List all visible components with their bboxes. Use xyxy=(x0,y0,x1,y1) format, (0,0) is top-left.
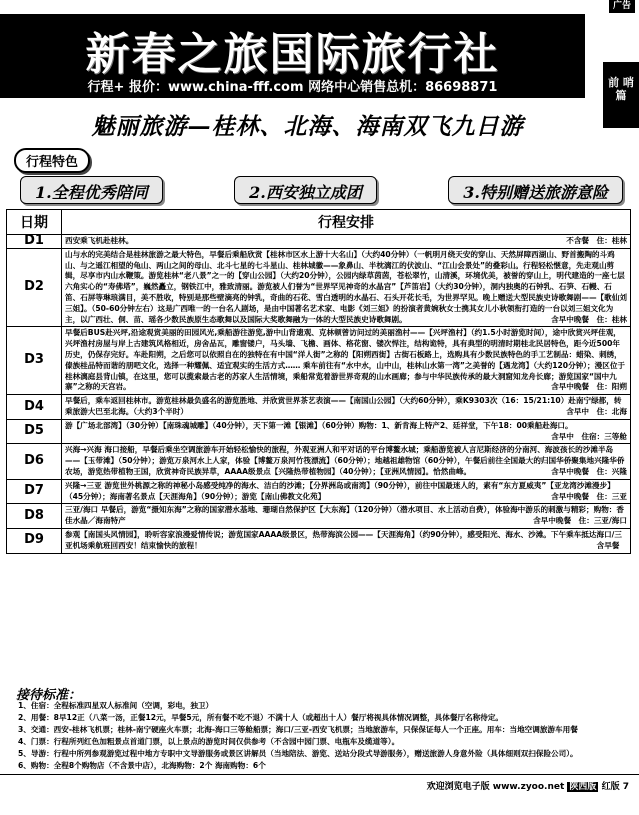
ad-tag: 广告 xyxy=(609,0,635,13)
day-plan: 山与水的完美结合是桂林旅游之最大特色，早餐后乘船欣赏【桂林市区水上游十大名山】（大约40分钟）（一帆明月绕天安的穿山、天然屏障西湖山、野首搬陶的斗鸡山、与之遥江相望的龟山、两山之间的母山、北斗七星的七斗星山、桂林城徽——象鼻山、半枕漓江的伏波山、“江山会景处”的叠彩山。行程轻松惬意，先走观山剪辑，尽享市内山水鞭策。游览桂林“老八景”之一的【穿山公园】（大约20分钟），公园内绿草茵茵，苍松翠竹，山清溪，环境优美，被誉的穿山上，明代建造的一座七层六角实心的“寿佛塔”，巍然矗立，钢铁江中，雅致清丽。游览被人们誉为“世界罕见神奇的水晶宫”【芦笛岩】（大约30分钟），洞内独奥的石钟乳、石笋、石幔、石笛、石屏等琳琅满目，美不胜收，特别是那些壁滴亮的钟乳，奇曲的石花、雪白透明的水晶石、石头开花长毛，为世界罕见。晚上赠送大型民族史诗歌舞剧——【歌仙刘三姐】。（50-60分钟左右）这是广西唯一的一台名人剧场，是由中国著名艺术家、电影《刘三姐》的扮演者黄婉秋女士携其女儿小秋领衔打造的一台以刘三姐文化为主，以广西壮、侗、苗、瑶各少数民族原生态歌舞以及国际大奖歌舞融为一体的大型民族史诗歌舞剧。 含早中晚餐 住：桂林 xyxy=(62,248,631,327)
page-number: 7 xyxy=(622,782,629,792)
day-label: D8 xyxy=(7,504,62,529)
table-row xyxy=(7,327,631,395)
list-item: 2、用餐：8早12正（八菜一汤，正餐12元，早餐5元，所有餐不吃不退）不满十人（或超出十人）餐厅将视具体情况调整，具体餐厅名称待定。 xyxy=(18,713,504,722)
standard-title: 接待标准： xyxy=(16,688,82,703)
day-label: D5 xyxy=(7,419,62,444)
table-row xyxy=(7,419,631,444)
day-label: D2 xyxy=(7,248,62,327)
side-label: 前 哨 篇 xyxy=(603,62,639,128)
table-row xyxy=(7,504,631,529)
table-row xyxy=(7,479,631,504)
day-plan: 兴海→兴海 海口接船，早餐后乘坐空调旅游车开始轻松愉快的旅程，外观亚洲人和平对话的平台博鳌水城；乘船游览被人言尼斯经济的分南河、海波孩长的沙滩半岛——【玉带滩】（50分钟）；游览万泉河水上人家，体验【博鳌万泉河竹筏漂流】（60分钟）；地越祖雄物馆（60分钟），午餐后前往全国最大的归国华侨聚集地兴隆华侨农场，游览热带植物王国，欣赏神奇民族异草，AAAA级景点【兴隆热带植物园】（40分钟）；【亚洲风情园】。恰然曲峰。 含早中晚餐 住：兴隆 xyxy=(62,444,631,479)
header-banner xyxy=(0,14,585,98)
list-item: 3、交通：西安-桂林飞机票；桂林-南宁硬座火车票；北海-海口三等舱船票；海口/三亚-西安飞机票；当地旅游车，只保保证每人一个正座。用车：当地空调旅游车用餐 xyxy=(18,725,578,734)
table-header xyxy=(7,210,631,235)
footer-url[interactable]: 欢迎浏览电子版 www.zyoo.net xyxy=(426,782,565,792)
feature-item: 2.西安独立成团 xyxy=(234,176,377,204)
day-plan: 参观【南国头风情园】，聆听容家浪漫爱情传说；游览国家AAAA级景区，热带海滨公园——【天涯海角】（约90分钟），感受阳光、海水、沙滩。下午乘车抵达海口/三亚机场乘航班回西安！结束愉快的旅程！ 含早餐 xyxy=(62,528,631,553)
list-item: 4、门票：行程所列红色加粗景点首道门票，以上景点的游览时间仅供参考（不含园中园门票、电瓶车及缆道等）。 xyxy=(18,737,400,746)
itinerary-table xyxy=(6,209,631,554)
day-plan: 三亚/海口 早餐后，游览“摄知东海”之称的国家潜水基地、珊瑚自然保护区【大东海】（120分钟）（潜水项目、水上活动自费），体验海中游乐的刺激与精彩；购物：香佳水晶／海南特产 含早中晚餐 住：三亚/海口 xyxy=(62,504,631,529)
table-row xyxy=(7,235,631,249)
feature-item: 3.特别赠送旅游意险 xyxy=(448,176,623,204)
day-label: D9 xyxy=(7,528,62,553)
day-label: D1 xyxy=(7,235,62,249)
edition-color: 红版 xyxy=(601,782,620,792)
day-label: D6 xyxy=(7,444,62,479)
footer xyxy=(0,774,639,815)
day-plan: 西安乘飞机赴桂林。 不含餐 住：桂林 xyxy=(62,235,631,249)
table-row xyxy=(7,528,631,553)
list-item: 1、住宿：全程标准四星双人标准间（空调，彩电，独卫） xyxy=(18,701,214,710)
footer-text xyxy=(427,779,629,792)
day-plan: 早餐后，乘车返回桂林市。游览桂林最负盛名的游览胜地、并欣赏世界茶艺表演——【南国山公园】（大约60分钟），乘K9303次（16：15/21:10）赴南宁绿都，转乘旅游大巴至北海。（大约3个半时） 含早中 住：北海 xyxy=(62,395,631,420)
day-label: D4 xyxy=(7,395,62,420)
day-plan: 游【广场北部湾】（30分钟）【南珠魂城雕】（40分钟），天下第一滩【银滩】（60分钟）购物：1、新肯海上特产2、廷祥堂，下午18：00乘船赴海口。 含早中 住宿：三等舱 xyxy=(62,419,631,444)
day-label: D3 xyxy=(7,327,62,395)
list-item: 6、购物：全程8个购物店（不含景中店），北海购物：2个 海南购物：6个 xyxy=(18,761,266,770)
day-plan: 早餐后BUS赴兴坪,沿途观赏美丽的田园风光,乘船游往游览,游中山背遗观、克林顿曾访问过的美丽渔村——【兴坪渔村】（约1.5小时游览时间），途中欣赏兴坪佳观，兴坪渔村房屋与岸上古建筑风格相近，房舍品瓦，雕窗镂户，马头墙、飞檐、画体、格花窗、镂次悍注，结构诡特，具有典型的明清时期桂北民居特色，距今近500年历史，仍保存完好。车赴阳朔，之后您可以依照自在的独特在有中国“洋人街”之称的【阳朔西街】古街石板路上，选购具有少数民族特色的手工艺制品：蜡染、刺绣，傣族桂品特而谐的朋吧文化，选择一种耀佩、适宜观实的生活方式…… 乘车前往有“水中水，山中山，桂林山水第一湾”之美誉的【遇龙湾】（大约120分钟）；漫区位于桂林漓庭县背山镇，在这里，您可以揽索最古老的苏家人生活情境，乘船常览着游世界奇观的山水画廊；参与中华民族传承的最大洞窟知龙舟长廊；游览国家“国中九寨”之称的天宫岩。 含早中晚餐 住：阳朔 xyxy=(62,327,631,395)
day-label: D7 xyxy=(7,479,62,504)
table-row xyxy=(7,395,631,420)
col-day: 日期 xyxy=(7,210,62,235)
table-row xyxy=(7,248,631,327)
feature-list xyxy=(20,176,623,204)
agency-title: 新春之旅国际旅行社 xyxy=(85,29,500,80)
tour-subtitle: 魅丽旅游—桂林、北海、海南双飞九日游 xyxy=(91,113,524,140)
contact-line: 行程+ 报价：www.china-fff.com 网络中心销售总机：86698871 xyxy=(87,80,498,95)
feature-item: 1.全程优秀陪同 xyxy=(20,176,163,204)
day-plan: 兴隆→三亚 游览世外桃源之称的神秘小岛感受纯净的海水、洁白的沙滩；【分界洲岛或南湾】（90分钟），前往中国最迷人的，素有“东方夏威夷”【亚龙湾沙滩漫步】（45分钟）；海南著名景点【天涯海角】（90分钟）；游览【南山佛教文化苑】 含早中晚餐 住：三亚 xyxy=(62,479,631,504)
standard-list xyxy=(18,700,626,772)
section-tag: 行程特色 xyxy=(14,148,90,173)
edition-tag: 陕西版 xyxy=(569,782,597,792)
table-row xyxy=(7,444,631,479)
list-item: 5、导游：行程中所列参观游览过程中地方专职中文导游服务或景区讲解员（当地陪法、游览、送站分段式导游服务），赠送旅游人身意外险（具体细则双扫保险公司）。 xyxy=(18,749,578,758)
col-plan: 行程安排 xyxy=(62,210,631,235)
